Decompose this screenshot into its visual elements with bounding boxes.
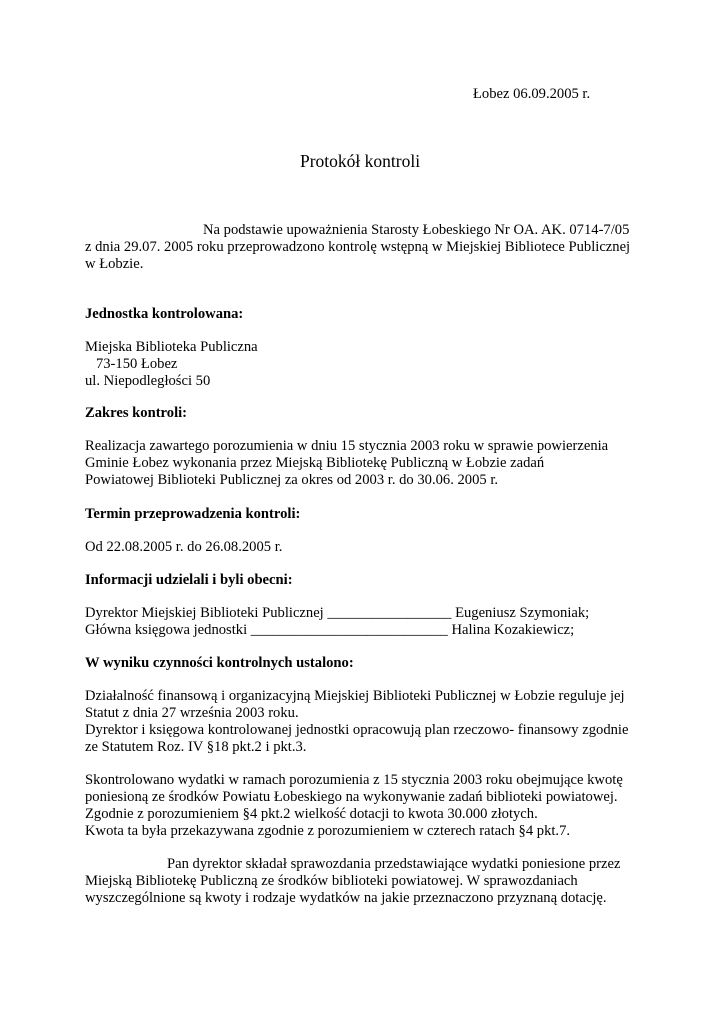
term-value: Od 22.08.2005 r. do 26.08.2005 r. [85,539,283,555]
intro-line: w Łobzie. [85,256,144,272]
document-date: Łobez 06.09.2005 r. [473,86,591,102]
scope-line: Gminie Łobez wykonania przez Miejską Bibliotekę Publiczną w Łobzie zadań [85,455,545,471]
scope-line: Powiatowej Biblioteki Publicznej za okres od 2003 r. do 30.06. 2005 r. [85,472,499,488]
findings-line: Działalność finansową i organizacyjną Miejskiej Biblioteki Publicznej w Łobzie reguluje jej [85,688,625,704]
scope-line: Realizacja zawartego porozumienia w dniu 15 stycznia 2003 roku w sprawie powierzenia [85,438,609,454]
unit-line: 73-150 Łobez [85,356,178,372]
section-heading-term: Termin przeprowadzenia kontroli: [85,506,301,522]
findings-line: poniesioną ze środków Powiatu Łobeskiego na wykonywanie zadań biblioteki powiatowej. [85,789,618,805]
findings-line: Miejską Bibliotekę Publiczną ze środków biblioteki powiatowej. W sprawozdaniach [85,873,578,889]
findings-line: Kwota ta była przekazywana zgodnie z porozumieniem w czterech ratach §4 pkt.7. [85,823,571,839]
section-heading-scope: Zakres kontroli: [85,405,188,421]
informant-line: Dyrektor Miejskiej Biblioteki Publicznej _________________ Eugeniusz Szymoniak; [85,605,590,621]
findings-line: ze Statutem Roz. IV §18 pkt.2 i pkt.3. [85,739,307,755]
section-heading-informants: Informacji udzielali i byli obecni: [85,572,293,588]
findings-line: Dyrektor i księgowa kontrolowanej jednostki opracowują plan rzeczowo- finansowy zgodnie [85,722,629,738]
unit-line: Miejska Biblioteka Publiczna [85,339,258,355]
unit-line: ul. Niepodległości 50 [85,373,211,389]
informant-line: Główna księgowa jednostki ___________________________ Halina Kozakiewicz; [85,622,575,638]
findings-line: Zgodnie z porozumieniem §4 pkt.2 wielkość dotacji to kwota 30.000 złotych. [85,806,538,822]
section-heading-findings: W wyniku czynności kontrolnych ustalono: [85,655,354,671]
findings-line: wyszczególnione są kwoty i rodzaje wydatków na jakie przeznaczono przyznaną dotację. [85,890,607,906]
findings-line: Skontrolowano wydatki w ramach porozumienia z 15 stycznia 2003 roku obejmujące kwotę [85,772,623,788]
findings-line: Pan dyrektor składał sprawozdania przedstawiające wydatki poniesione przez [167,856,621,872]
intro-line: Na podstawie upoważnienia Starosty Łobeskiego Nr OA. AK. 0714-7/05 [203,222,630,238]
section-heading-unit: Jednostka kontrolowana: [85,306,244,322]
document-title: Protokół kontroli [300,151,421,171]
findings-line: Statut z dnia 27 września 2003 roku. [85,705,299,721]
intro-line: z dnia 29.07. 2005 roku przeprowadzono kontrolę wstępną w Miejskiej Bibliotece Publicznej [85,239,631,255]
